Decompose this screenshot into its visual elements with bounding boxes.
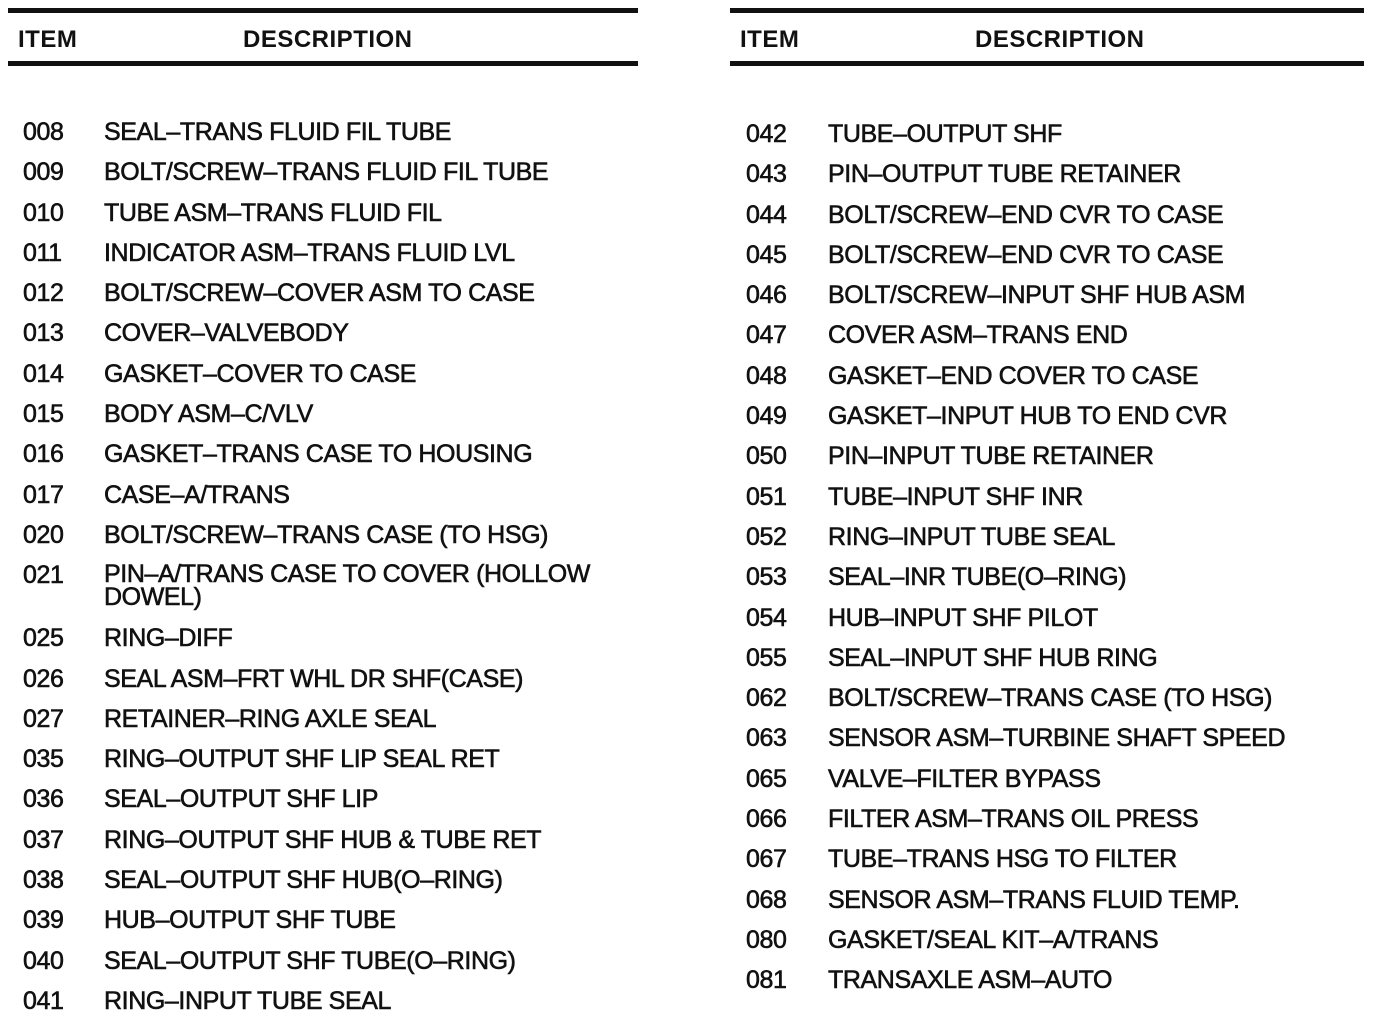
item-description: BOLT/SCREW–END CVR TO CASE: [828, 240, 1224, 269]
item-number: 011: [23, 238, 62, 267]
table-row: [730, 162, 1364, 202]
item-description: SEAL–INPUT SHF HUB RING: [828, 643, 1158, 672]
table-row: [730, 968, 1364, 1008]
item-description: BOLT/SCREW–END CVR TO CASE: [828, 200, 1224, 229]
table-row: [730, 764, 1364, 807]
table-row: [8, 946, 638, 989]
item-description: SENSOR ASM–TURBINE SHAFT SPEED: [828, 724, 1286, 753]
table-row: [8, 825, 638, 868]
item-description: BOLT/SCREW–TRANS CASE (TO HSG): [104, 520, 549, 549]
table-row: [8, 402, 638, 442]
table-row: [8, 747, 638, 787]
item-number: 009: [23, 158, 64, 187]
parts-list-left: [8, 120, 638, 1029]
item-number: 052: [746, 522, 787, 551]
table-row: [730, 240, 1364, 283]
item-description: TRANSAXLE ASM–AUTO: [828, 966, 1113, 995]
table-row: [8, 321, 638, 361]
item-description: GASKET–COVER TO CASE: [104, 359, 417, 388]
item-number: 014: [23, 359, 64, 388]
item-description: COVER ASM–TRANS END: [828, 321, 1128, 350]
item-number: 066: [746, 805, 787, 834]
table-row: [730, 925, 1364, 968]
table-row: [730, 885, 1364, 928]
table-row: [730, 603, 1364, 646]
item-description: PIN–OUTPUT TUBE RETAINER: [828, 160, 1181, 189]
item-description: BODY ASM–C/VLV: [104, 400, 313, 429]
table-row: [8, 281, 638, 321]
table-row: [8, 160, 638, 200]
table-header: [8, 13, 638, 61]
item-number: 050: [746, 442, 787, 471]
item-number: 062: [746, 684, 787, 713]
item-number: 080: [746, 925, 787, 954]
item-description: SEAL–TRANS FLUID FIL TUBE: [104, 118, 452, 146]
item-number: 039: [23, 906, 64, 935]
table-row: [730, 847, 1364, 887]
parts-table-left: [8, 8, 638, 1015]
item-number: 055: [746, 643, 787, 672]
item-number: 063: [746, 724, 787, 753]
item-number: 046: [746, 281, 787, 310]
item-number: 065: [746, 764, 787, 793]
item-description: SEAL ASM–FRT WHL DR SHF(CASE): [104, 664, 524, 693]
item-description: CASE–A/TRANS: [104, 480, 290, 509]
item-description: BOLT/SCREW–COVER ASM TO CASE: [104, 279, 535, 308]
table-row: [730, 323, 1364, 363]
item-description: GASKET–END COVER TO CASE: [828, 361, 1199, 390]
table-row: [8, 560, 638, 626]
table-row: [730, 565, 1364, 605]
table-row: [730, 404, 1364, 444]
item-description: SEAL–INR TUBE(O–RING): [828, 563, 1127, 592]
item-description: BOLT/SCREW–TRANS CASE (TO HSG): [828, 684, 1273, 713]
item-number: 051: [746, 482, 787, 511]
item-description: TUBE ASM–TRANS FLUID FIL: [104, 198, 442, 227]
item-number: 012: [23, 279, 64, 308]
table-row: [730, 122, 1364, 162]
item-description: HUB–INPUT SHF PILOT: [828, 603, 1098, 632]
item-number: 015: [23, 400, 64, 429]
item-description: RING–OUTPUT SHF LIP SEAL RET: [104, 745, 500, 774]
item-number: 045: [746, 240, 787, 269]
table-row: [730, 726, 1364, 766]
table-row: [730, 361, 1364, 404]
item-number: 036: [23, 785, 64, 814]
table-row: [8, 908, 638, 948]
item-description: FILTER ASM–TRANS OIL PRESS: [828, 805, 1199, 834]
parts-list-right: [730, 122, 1364, 1009]
item-number: 044: [746, 200, 787, 229]
item-description: TUBE–INPUT SHF INR: [828, 482, 1083, 511]
item-number: 013: [23, 319, 64, 348]
table-row: [8, 787, 638, 827]
table-row: [730, 200, 1364, 243]
item-number: 035: [23, 745, 64, 774]
item-number: 008: [23, 118, 64, 146]
header-bottom-rule: [730, 61, 1364, 66]
item-number: 068: [746, 885, 787, 914]
table-row: [8, 868, 638, 908]
item-description: VALVE–FILTER BYPASS: [828, 764, 1101, 793]
item-description: PIN–INPUT TUBE RETAINER: [828, 442, 1154, 471]
item-description: BOLT/SCREW–INPUT SHF HUB ASM: [828, 281, 1246, 310]
item-description: BOLT/SCREW–TRANS FLUID FIL TUBE: [104, 158, 549, 187]
item-number: 010: [23, 198, 64, 227]
table-row: [8, 520, 638, 563]
header-bottom-rule: [8, 61, 638, 66]
table-row: [8, 664, 638, 707]
table-row: [8, 359, 638, 402]
table-row: [8, 704, 638, 747]
item-number: 025: [23, 624, 64, 653]
item-description: RING–OUTPUT SHF HUB & TUBE RET: [104, 825, 542, 854]
table-row: [730, 686, 1364, 726]
table-row: [8, 480, 638, 523]
item-number: 048: [746, 361, 787, 390]
table-row: [8, 238, 638, 281]
item-description: RING–INPUT TUBE SEAL: [104, 986, 391, 1015]
item-description: SEAL–OUTPUT SHF LIP: [104, 785, 378, 814]
item-description: TUBE–TRANS HSG TO FILTER: [828, 845, 1177, 874]
item-description: COVER–VALVEBODY: [104, 319, 349, 348]
description-column-header: DESCRIPTION: [243, 26, 413, 53]
table-row: [8, 442, 638, 482]
table-row: [730, 283, 1364, 323]
item-number: 043: [746, 160, 787, 189]
item-description: GASKET–TRANS CASE TO HOUSING: [104, 440, 533, 469]
item-number: 027: [23, 704, 64, 733]
item-number: 041: [23, 986, 64, 1015]
item-description: SEAL–OUTPUT SHF HUB(O–RING): [104, 866, 503, 895]
item-number: 040: [23, 946, 64, 975]
item-number: 049: [746, 402, 787, 431]
description-column-header: DESCRIPTION: [975, 26, 1145, 53]
table-row: [730, 643, 1364, 686]
item-number: 021: [23, 561, 64, 590]
item-description: RING–INPUT TUBE SEAL: [828, 522, 1115, 551]
item-column-header: ITEM: [18, 26, 78, 53]
item-number: 047: [746, 321, 787, 350]
table-row: [8, 626, 638, 666]
item-column-header: ITEM: [740, 26, 800, 53]
item-description: SENSOR ASM–TRANS FLUID TEMP.: [828, 885, 1240, 914]
table-header: [730, 13, 1364, 61]
item-description: TUBE–OUTPUT SHF: [828, 120, 1062, 148]
item-description: GASKET–INPUT HUB TO END CVR: [828, 402, 1228, 431]
item-number: 038: [23, 866, 64, 895]
table-row: [730, 444, 1364, 484]
item-description: RETAINER–RING AXLE SEAL: [104, 704, 437, 733]
item-description: RING–DIFF: [104, 624, 233, 653]
item-number: 042: [746, 120, 787, 148]
item-number: 037: [23, 825, 64, 854]
item-description: GASKET/SEAL KIT–A/TRANS: [828, 925, 1159, 954]
table-row: [8, 986, 638, 1029]
item-number: 017: [23, 480, 64, 509]
item-number: 026: [23, 664, 64, 693]
item-description: PIN–A/TRANS CASE TO COVER (HOLLOW DOWEL): [104, 560, 590, 612]
item-number: 053: [746, 563, 787, 592]
table-row: [8, 198, 638, 241]
parts-table-right: [730, 8, 1364, 995]
item-number: 016: [23, 440, 64, 469]
table-row: [730, 522, 1364, 565]
item-number: 067: [746, 845, 787, 874]
table-row: [730, 482, 1364, 525]
table-row: [730, 807, 1364, 847]
item-description: HUB–OUTPUT SHF TUBE: [104, 906, 396, 935]
item-number: 081: [746, 966, 787, 995]
item-number: 054: [746, 603, 787, 632]
item-number: 020: [23, 520, 64, 549]
item-description: INDICATOR ASM–TRANS FLUID LVL: [104, 238, 515, 267]
item-description: SEAL–OUTPUT SHF TUBE(O–RING): [104, 946, 516, 975]
table-row: [8, 120, 638, 160]
